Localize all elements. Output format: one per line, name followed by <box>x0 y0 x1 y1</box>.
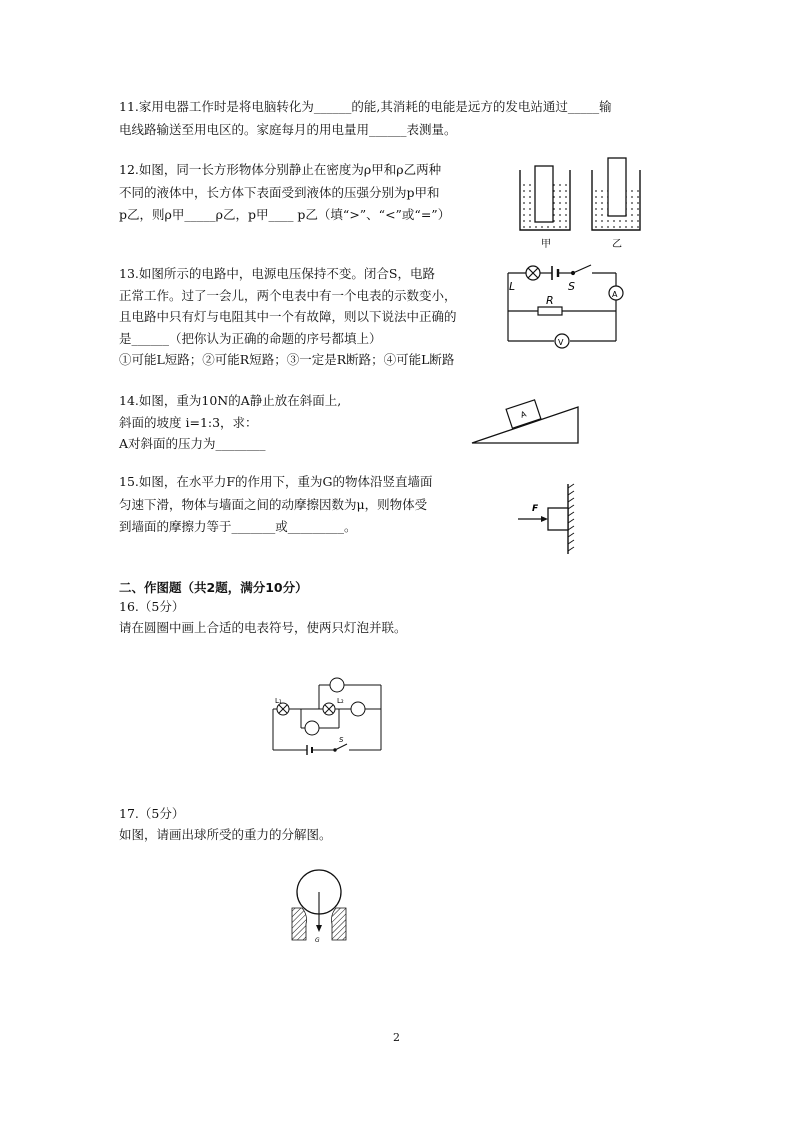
q11-line1: 11.家用电器工作时是将电脑转化为______的能,其消耗的电能是远方的发电站通过_____输 <box>119 99 612 114</box>
q13-line1: 13.如图所示的电路中，电源电压保持不变。闭合S，电路 <box>119 266 435 281</box>
q13-label-ammeter: A <box>612 290 618 299</box>
q16-figure-circuit <box>265 670 390 760</box>
q16-label-l1: L₁ <box>275 697 282 705</box>
q13-figure-circuit <box>500 260 630 360</box>
q13-label-voltmeter: V <box>558 338 564 347</box>
q13-line4: 是______（把你认为正确的命题的序号都填上） <box>119 331 382 346</box>
q14-line3: A对斜面的压力为________ <box>119 436 266 451</box>
q12-label-right: 乙 <box>612 239 622 250</box>
q12-line3: p乙，则ρ甲_____ρ乙，p甲____ p乙（填“>”、“<”或“=”） <box>119 207 451 222</box>
q16-label-l2: L₂ <box>337 697 344 705</box>
q15-line2: 匀速下滑，物体与墙面之间的动摩擦因数为μ，则物体受 <box>119 497 428 512</box>
section2-heading: 二、作图题（共2题，满分10分） <box>119 580 308 595</box>
q14-figure-incline <box>470 385 582 447</box>
q15-figure-wall <box>510 480 580 558</box>
q13-label-resistor: R <box>546 294 554 307</box>
q13-label-switch: S <box>568 280 575 293</box>
q12-line1: 12.如图，同一长方形物体分别静止在密度为ρ甲和ρ乙两种 <box>119 162 442 177</box>
q15-label-force: F <box>532 504 539 514</box>
q14-label-block: A <box>519 409 528 420</box>
q12-line2: 不同的液体中，长方体下表面受到液体的压强分别为p甲和 <box>119 185 440 200</box>
q15-line1: 15.如图，在水平力F的作用下，重为G的物体沿竖直墙面 <box>119 474 433 489</box>
q16-title: 16.（5分） <box>119 599 185 614</box>
page-number: 2 <box>393 1031 400 1044</box>
q11-line2: 电线路输送至用电区的。家庭每月的用电量用______表测量。 <box>119 122 457 137</box>
q17-label-g: G <box>315 937 320 944</box>
q14-line2: 斜面的坡度 i=1:3，求： <box>119 415 258 430</box>
q17-title: 17.（5分） <box>119 806 185 821</box>
q16-label-switch: S <box>339 736 344 744</box>
q12-figure-beakers <box>515 152 665 252</box>
q13-line3: 且电路中只有灯与电阻其中一个有故障，则以下说法中正确的 <box>119 309 457 324</box>
q13-label-lamp: L <box>509 280 516 293</box>
q16-text: 请在圆圈中画上合适的电表符号，使两只灯泡并联。 <box>119 620 407 635</box>
q17-text: 如图，请画出球所受的重力的分解图。 <box>119 827 332 842</box>
q15-line3: 到墙面的摩擦力等于_______或_________。 <box>119 519 357 534</box>
q12-label-left: 甲 <box>541 239 551 250</box>
q13-line2: 正常工作。过了一会儿，两个电表中有一个电表的示数变小， <box>119 288 457 303</box>
q14-line1: 14.如图，重为10N的A静止放在斜面上, <box>119 393 342 408</box>
q13-line5: ①可能L短路；②可能R短路；③一定是R断路；④可能L断路 <box>119 352 455 367</box>
q17-figure-ball <box>290 862 350 944</box>
